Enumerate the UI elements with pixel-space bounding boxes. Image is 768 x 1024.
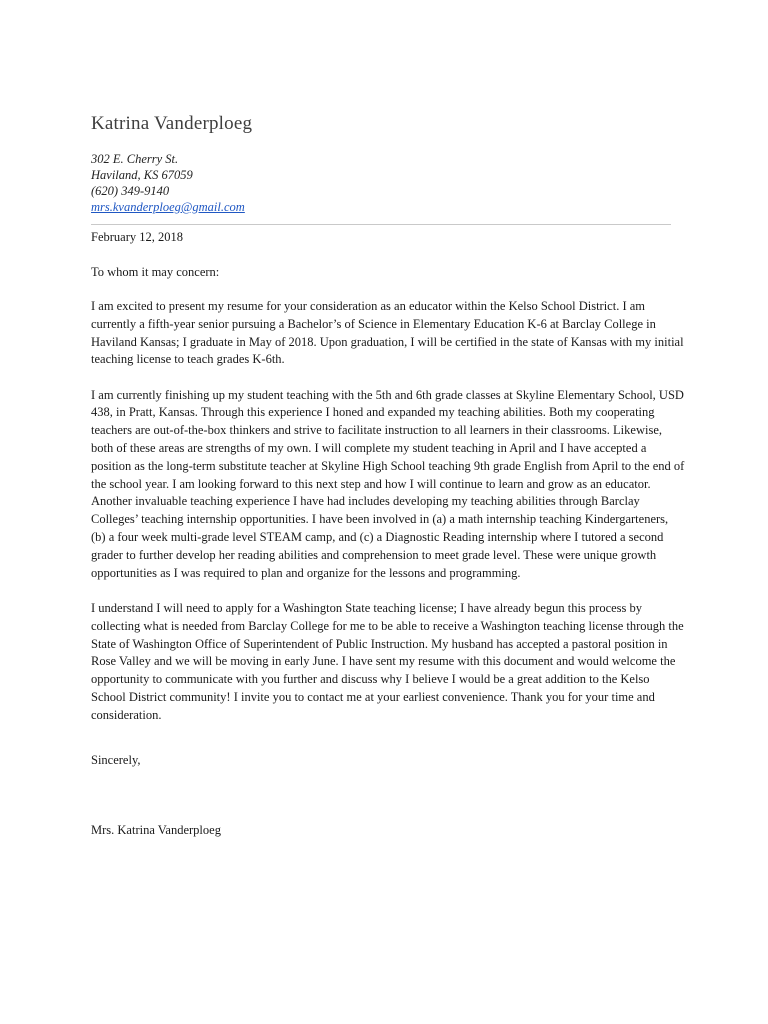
header-divider bbox=[91, 224, 671, 225]
body-paragraph-3: I understand I will need to apply for a Washington State teaching license; I have already begun this process by collecting what is needed from Barclay College for me to be able to receive a Washington teaching license through the State of Washington Office of Superintendent of Public Instruction. My husband has accepted a pastoral position in Rose Valley and we will be moving in early June. I have sent my resume with this document and would welcome the opportunity to communicate with you further and discuss why I believe I would be a great addition to the Kelso School District community! I invite you to contact me at your earliest convenience. Thank you for your time and consideration. bbox=[91, 600, 684, 722]
sender-phone: (620) 349-9140 bbox=[91, 184, 170, 198]
sender-name: Katrina Vanderploeg bbox=[91, 113, 253, 134]
sender-city: Haviland, KS 67059 bbox=[91, 168, 193, 182]
letter-greeting: To whom it may concern: bbox=[91, 265, 220, 279]
sender-street: 302 E. Cherry St. bbox=[91, 152, 179, 166]
sender-address-block bbox=[91, 151, 245, 215]
letter-date: February 12, 2018 bbox=[91, 230, 183, 244]
body-paragraph-1: I am excited to present my resume for your consideration as an educator within the Kelso School District. I am currently a fifth-year senior pursuing a Bachelor’s of Science in Elementary Education K-6 at Barclay College in Haviland Kansas; I graduate in May of 2018. Upon graduation, I will be certified in the state of Kansas with my initial teaching license to teach grades K-6th. bbox=[91, 299, 684, 367]
body-paragraph-2: I am currently finishing up my student teaching with the 5th and 6th grade classes at Skyline Elementary School, USD 438, in Pratt, Kansas. Through this experience I honed and expanded my teaching abilities. Both my cooperating teachers are out-of-the-box thinkers and strive to facilitate instruction to all learners in their classrooms. Likewise, both of these areas are strengths of my own. I will complete my student teaching in April and I have accepted a position as the long-term substitute teacher at Skyline High School teaching 9th grade English from April to the end of the school year. I am looking forward to this next step and how I will continue to learn and grow as an educator. Another invaluable teaching experience I have had includes developing my teaching abilities through Barclay Colleges’ teaching internship opportunities. I have been involved in (a) a math internship teaching Kindergarteners, (b) a four week multi-grade level STEAM camp, and (c) a Diagnostic Reading internship where I tutored a second grader to further develop her reading abilities and comprehension to meet grade level. These were unique growth opportunities as I was required to plan and organize for the lessons and programming. bbox=[91, 387, 685, 580]
letter-body bbox=[91, 298, 685, 742]
sender-email-link[interactable]: mrs.kvanderploeg@gmail.com bbox=[91, 200, 245, 214]
letter-closing: Sincerely, bbox=[91, 753, 141, 767]
letter-signature: Mrs. Katrina Vanderploeg bbox=[91, 823, 221, 837]
